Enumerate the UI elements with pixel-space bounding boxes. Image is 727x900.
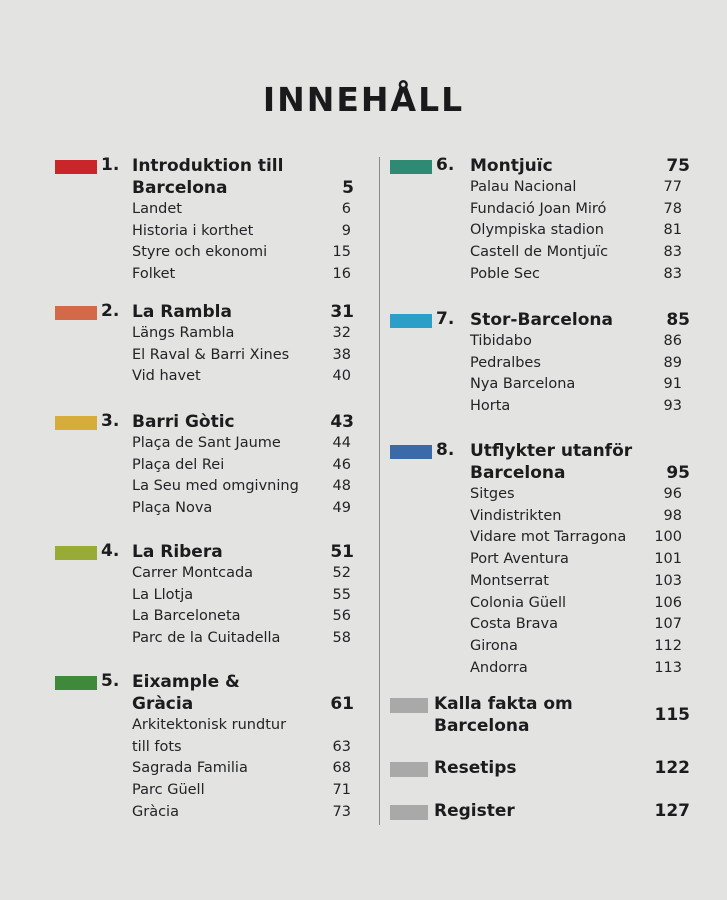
chapter-page: 31 bbox=[330, 302, 354, 322]
chapter-number: 6. bbox=[436, 155, 455, 175]
page-title: INNEHÅLL bbox=[262, 80, 465, 119]
chapter-title: La Ribera 51 bbox=[132, 542, 354, 562]
toc-entry[interactable]: Landet 6 bbox=[132, 201, 351, 217]
toc-entry[interactable]: Olympiska stadion 81 bbox=[470, 222, 682, 239]
toc-entry[interactable]: Andorra 113 bbox=[470, 659, 682, 676]
chapter-1[interactable] bbox=[55, 155, 355, 301]
toc-entry[interactable]: Parc de la Cuitadella 58 bbox=[132, 630, 351, 647]
chapter-title: Utflykter utanför Barcelona 95 bbox=[470, 441, 690, 483]
toc-entry[interactable]: Horta 93 bbox=[470, 398, 682, 415]
toc-entry[interactable]: Montserrat 103 bbox=[470, 572, 682, 589]
chapter-4[interactable] bbox=[55, 541, 355, 671]
section-page: 115 bbox=[654, 705, 690, 725]
chapter-7[interactable] bbox=[390, 309, 690, 440]
chapter-number: 3. bbox=[101, 411, 120, 431]
toc-right-column bbox=[390, 155, 690, 830]
section-page: 127 bbox=[654, 801, 690, 821]
chapter-8[interactable] bbox=[390, 440, 690, 693]
chapter-title: Montjuïc 75 bbox=[470, 156, 690, 176]
toc-entry[interactable]: Tibidabo 86 bbox=[470, 333, 682, 349]
chapter-page: 85 bbox=[666, 310, 690, 330]
toc-entry[interactable]: Fundació Joan Miró 78 bbox=[470, 200, 682, 217]
toc-entry[interactable]: La Llotja 55 bbox=[132, 586, 351, 603]
toc-entry[interactable]: Folket 16 bbox=[132, 266, 351, 283]
chapter-number: 7. bbox=[436, 309, 455, 329]
toc-entry[interactable]: Palau Nacional 77 bbox=[470, 179, 682, 195]
chapter-number: 8. bbox=[436, 440, 455, 460]
chapter-number: 4. bbox=[101, 541, 120, 561]
chapter-page: 5 bbox=[342, 178, 354, 198]
section-color-swatch bbox=[390, 698, 428, 713]
chapter-2[interactable] bbox=[55, 301, 355, 411]
chapter-page: 43 bbox=[330, 412, 354, 432]
chapter-title: Introduktion till Barcelona 5 bbox=[132, 156, 354, 198]
chapter-5[interactable] bbox=[55, 671, 355, 831]
section-kalla-fakta[interactable] bbox=[390, 693, 690, 757]
section-title: Kalla fakta om bbox=[434, 694, 573, 714]
chapter-6[interactable] bbox=[390, 155, 690, 309]
section-resetips[interactable] bbox=[390, 757, 690, 800]
toc-entry[interactable]: Vidare mot Tarragona 100 bbox=[470, 529, 682, 546]
toc-entry[interactable]: Plaça Nova 49 bbox=[132, 500, 351, 517]
toc-entry[interactable]: Sitges 96 bbox=[470, 486, 682, 502]
toc-entry[interactable]: Nya Barcelona 91 bbox=[470, 376, 682, 393]
chapter-title: Stor-Barcelona 85 bbox=[470, 310, 690, 330]
toc-entry[interactable]: Pedralbes 89 bbox=[470, 354, 682, 371]
toc-entry[interactable]: Plaça del Rei 46 bbox=[132, 456, 351, 473]
chapter-title: Barri Gòtic 43 bbox=[132, 412, 354, 432]
toc-entry[interactable]: La Seu med omgivning 48 bbox=[132, 478, 351, 495]
toc-entry[interactable]: Port Aventura 101 bbox=[470, 551, 682, 568]
toc-left-column bbox=[55, 155, 355, 831]
chapter-number: 2. bbox=[101, 301, 120, 321]
section-title: Barcelona bbox=[434, 716, 530, 736]
toc-entry[interactable]: Carrer Montcada 52 bbox=[132, 565, 351, 581]
chapter-number: 1. bbox=[101, 155, 120, 175]
toc-entry[interactable]: Parc Güell 71 bbox=[132, 782, 351, 799]
toc-entry[interactable]: Historia i korthet 9 bbox=[132, 222, 351, 239]
toc-entry[interactable]: Girona 112 bbox=[470, 637, 682, 654]
chapter-number: 5. bbox=[101, 671, 120, 691]
toc-entry[interactable]: Costa Brava 107 bbox=[470, 616, 682, 633]
column-divider bbox=[379, 157, 380, 825]
toc-entry[interactable]: Castell de Montjuïc 83 bbox=[470, 244, 682, 261]
toc-entry[interactable]: Arkitektonisk rundtur bbox=[132, 717, 287, 733]
toc-entry[interactable]: Plaça de Sant Jaume 44 bbox=[132, 435, 351, 451]
section-title: Resetips bbox=[434, 758, 517, 778]
chapter-page: 61 bbox=[330, 694, 354, 714]
toc-entry[interactable]: Vindistrikten 98 bbox=[470, 507, 682, 524]
toc-entry[interactable]: Gràcia 73 bbox=[132, 803, 351, 820]
chapter-page: 95 bbox=[666, 463, 690, 483]
chapter-page: 75 bbox=[666, 156, 690, 176]
section-register[interactable] bbox=[390, 800, 690, 830]
section-title: Register bbox=[434, 801, 515, 821]
toc-entry[interactable]: Poble Sec 83 bbox=[470, 265, 682, 282]
section-color-swatch bbox=[390, 805, 428, 820]
toc-entry[interactable]: La Barceloneta 56 bbox=[132, 608, 351, 625]
section-page: 122 bbox=[654, 758, 690, 778]
chapter-3[interactable] bbox=[55, 411, 355, 541]
chapter-title: Eixample & Gràcia 61 bbox=[132, 672, 354, 714]
chapter-page: 51 bbox=[330, 542, 354, 562]
toc-entry[interactable]: Längs Rambla 32 bbox=[132, 325, 351, 341]
toc-entry[interactable]: El Raval & Barri Xines 38 bbox=[132, 346, 351, 363]
toc-entry[interactable]: Styre och ekonomi 15 bbox=[132, 244, 351, 261]
chapter-title: La Rambla 31 bbox=[132, 302, 354, 322]
toc-entry[interactable]: Vid havet 40 bbox=[132, 368, 351, 385]
toc-entry[interactable]: Sagrada Familia 68 bbox=[132, 760, 351, 777]
section-color-swatch bbox=[390, 762, 428, 777]
toc-entry[interactable]: till fots 63 bbox=[132, 738, 351, 755]
toc-entry[interactable]: Colonia Güell 106 bbox=[470, 594, 682, 611]
